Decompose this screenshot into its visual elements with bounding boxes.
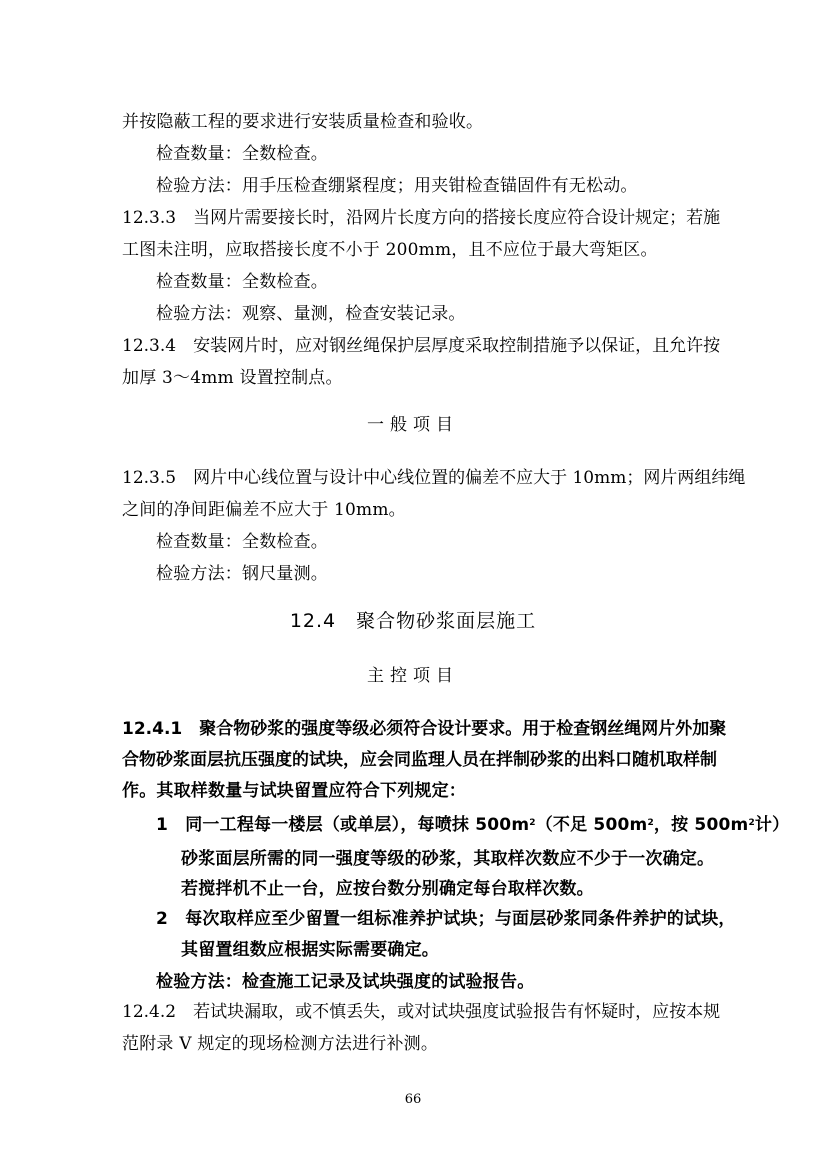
text-line: 若搅拌机不止一台，应按台数分别确定每台取样次数。 — [181, 879, 594, 899]
superscript: 2 — [748, 818, 755, 828]
list-item-1 — [156, 815, 789, 835]
list-item-text: ，按 500m — [653, 815, 749, 835]
superscript: 2 — [529, 818, 536, 828]
clause-12-3-5: 12.3.5 网片中心线位置与设计中心线位置的偏差不应大于 10mm；网片两组纬绳 — [122, 468, 746, 488]
text-line: 检验方法：检查施工记录及试块强度的试验报告。 — [156, 972, 535, 992]
text-line: 并按隐蔽工程的要求进行安装质量检查和验收。 — [122, 112, 484, 132]
page-number: 66 — [404, 1092, 422, 1107]
text-line: 检验方法：钢尺量测。 — [156, 564, 328, 584]
text-line: 工图未注明，应取搭接长度不小于 200mm，且不应位于最大弯矩区。 — [122, 240, 658, 260]
subsection-heading-general: 一般项目 — [367, 415, 459, 435]
text-line: 范附录 V 规定的现场检测方法进行补测。 — [122, 1034, 439, 1054]
clause-12-3-4: 12.3.4 安装网片时，应对钢丝绳保护层厚度采取控制措施予以保证，且允许按 — [122, 336, 721, 356]
clause-12-4-1: 12.4.1 聚合物砂浆的强度等级必须符合设计要求。用于检查钢丝绳网片外加聚 — [122, 719, 727, 739]
text-line: 检验方法：用手压检查绷紧程度；用夹钳检查锚固件有无松动。 — [156, 176, 638, 196]
section-title: 12.4 聚合物砂浆面层施工 — [289, 610, 537, 632]
superscript: 2 — [647, 818, 654, 828]
text-line: 砂浆面层所需的同一强度等级的砂浆，其取样次数应不少于一次确定。 — [181, 849, 715, 869]
subsection-heading-main: 主控项目 — [367, 666, 459, 686]
text-line: 其留置组数应根据实际需要确定。 — [181, 940, 439, 960]
text-line: 检验方法：观察、量测，检查安装记录。 — [156, 304, 466, 324]
text-line: 作。其取样数量与试块留置应符合下列规定： — [122, 781, 466, 801]
text-line: 加厚 3～4mm 设置控制点。 — [122, 368, 343, 388]
list-item-text: （不足 500m — [535, 815, 648, 835]
text-line: 检查数量：全数检查。 — [156, 272, 328, 292]
text-line: 检查数量：全数检查。 — [156, 144, 328, 164]
list-item-text: 计） — [754, 815, 790, 835]
text-line: 之间的净间距偏差不应大于 10mm。 — [122, 500, 406, 520]
list-item-text: 1 同一工程每一楼层（或单层），每喷抹 500m — [156, 815, 530, 835]
clause-12-3-3: 12.3.3 当网片需要接长时，沿网片长度方向的搭接长度应符合设计规定；若施 — [122, 208, 721, 228]
text-line: 检查数量：全数检查。 — [156, 532, 328, 552]
clause-12-4-2: 12.4.2 若试块漏取，或不慎丢失，或对试块强度试验报告有怀疑时，应按本规 — [122, 1002, 721, 1022]
list-item-2: 2 每次取样应至少留置一组标准养护试块；与面层砂浆同条件养护的试块， — [156, 909, 736, 929]
text-line: 合物砂浆面层抗压强度的试块，应会同监理人员在拌制砂浆的出料口随机取样制 — [122, 750, 717, 770]
